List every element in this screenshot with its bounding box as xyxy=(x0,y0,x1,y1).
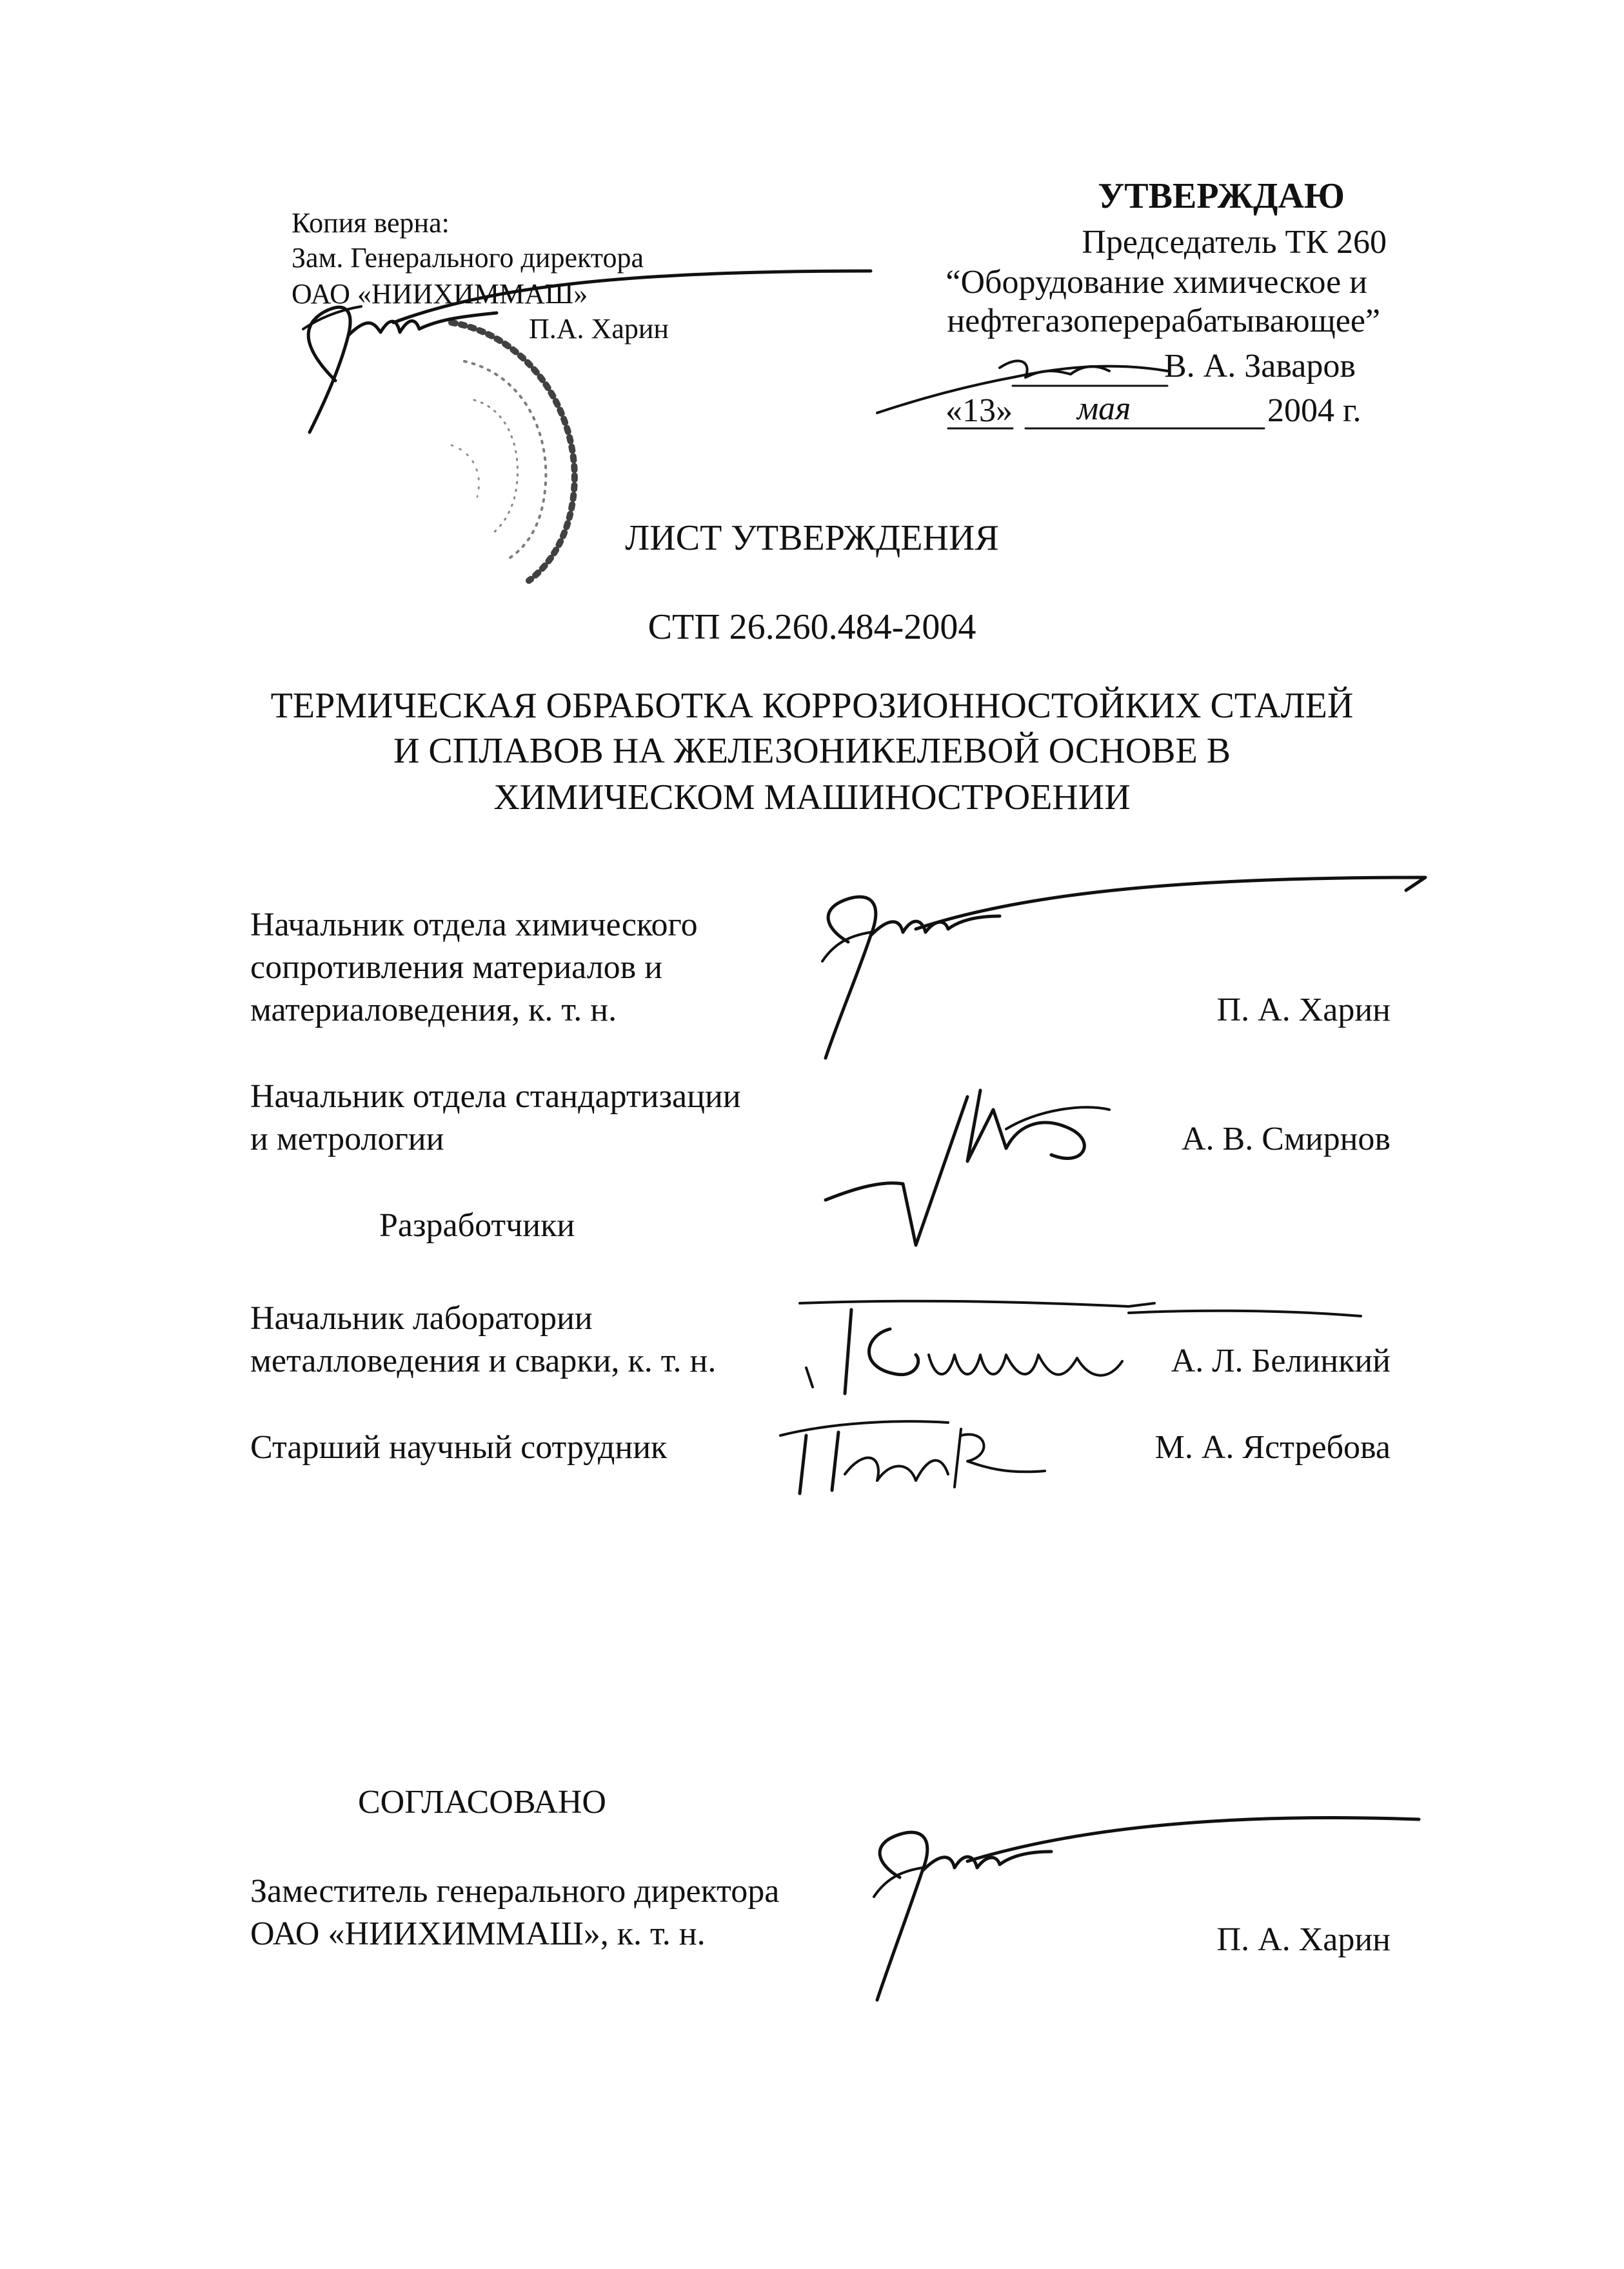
signatory-position-line: и метрологии xyxy=(250,1121,444,1157)
sheet-title: ЛИСТ УТВЕРЖДЕНИЯ xyxy=(625,518,999,558)
doc-code: СТП 26.260.484-2004 xyxy=(648,607,976,647)
signature-smirnov xyxy=(813,1071,1135,1252)
developer-name: М. А. Ястребова xyxy=(1154,1429,1391,1466)
approval-date-day: «13» xyxy=(946,392,1013,429)
agreed-position-line: ОАО «НИИХИММАШ», к. т. н. xyxy=(250,1915,706,1952)
doc-title-line3: ХИМИЧЕСКОМ МАШИНОСТРОЕНИИ xyxy=(493,777,1131,817)
signatory-name: П. А. Харин xyxy=(1216,992,1391,1028)
date-lines xyxy=(942,426,1277,432)
copy-note-line1: Копия верна: xyxy=(292,207,450,239)
agreed-heading: СОГЛАСОВАНО xyxy=(358,1784,606,1821)
developer-position-line: металловедения и сварки, к. т. н. xyxy=(250,1343,717,1379)
signatory-name: А. В. Смирнов xyxy=(1181,1121,1391,1157)
approval-heading: УТВЕРЖДАЮ xyxy=(1098,176,1345,216)
developer-position-line: Начальник лаборатории xyxy=(250,1300,593,1337)
approval-line2: “Оборудование химическое и xyxy=(946,264,1367,301)
approval-signer: В. А. Заваров xyxy=(1164,348,1356,385)
approval-line1: Председатель ТК 260 xyxy=(1082,224,1387,261)
copy-note-line2: Зам. Генерального директора xyxy=(292,242,644,274)
signature-yastrebova xyxy=(767,1410,1064,1506)
copy-note-line3: ОАО «НИИХИММАШ» xyxy=(292,278,588,310)
signature-kharin-2 xyxy=(838,1800,1432,2013)
doc-title-line1: ТЕРМИЧЕСКАЯ ОБРАБОТКА КОРРОЗИОННОСТОЙКИХ СТАЛЕЙ xyxy=(270,686,1354,726)
developers-heading: Разработчики xyxy=(379,1207,575,1244)
approval-date-year: 2004 г. xyxy=(1267,392,1362,429)
signature-zavarov xyxy=(864,342,1187,419)
approval-line3: нефтегазоперерабатывающее” xyxy=(947,303,1380,339)
signatory-position-line: Начальник отдела стандартизации xyxy=(250,1078,741,1115)
approval-date-month: мая xyxy=(1077,390,1131,427)
developer-position-line: Старший научный сотрудник xyxy=(250,1429,668,1466)
doc-title-line2: И СПЛАВОВ НА ЖЕЛЕЗОНИКЕЛЕВОЙ ОСНОВЕ В xyxy=(393,731,1231,771)
signatory-position-line: Начальник отдела химического xyxy=(250,906,698,943)
agreed-name: П. А. Харин xyxy=(1216,1921,1391,1958)
signature-kharin-1 xyxy=(787,865,1432,1071)
agreed-position-line: Заместитель генерального директора xyxy=(250,1873,780,1910)
developer-name: А. Л. Белинкий xyxy=(1171,1343,1391,1379)
signatory-position-line: сопротивления материалов и xyxy=(250,949,663,986)
signatory-position-line: материаловедения, к. т. н. xyxy=(250,992,617,1028)
copy-note-signer: П.А. Харин xyxy=(529,313,669,345)
signature-belinkiy xyxy=(793,1297,1374,1400)
